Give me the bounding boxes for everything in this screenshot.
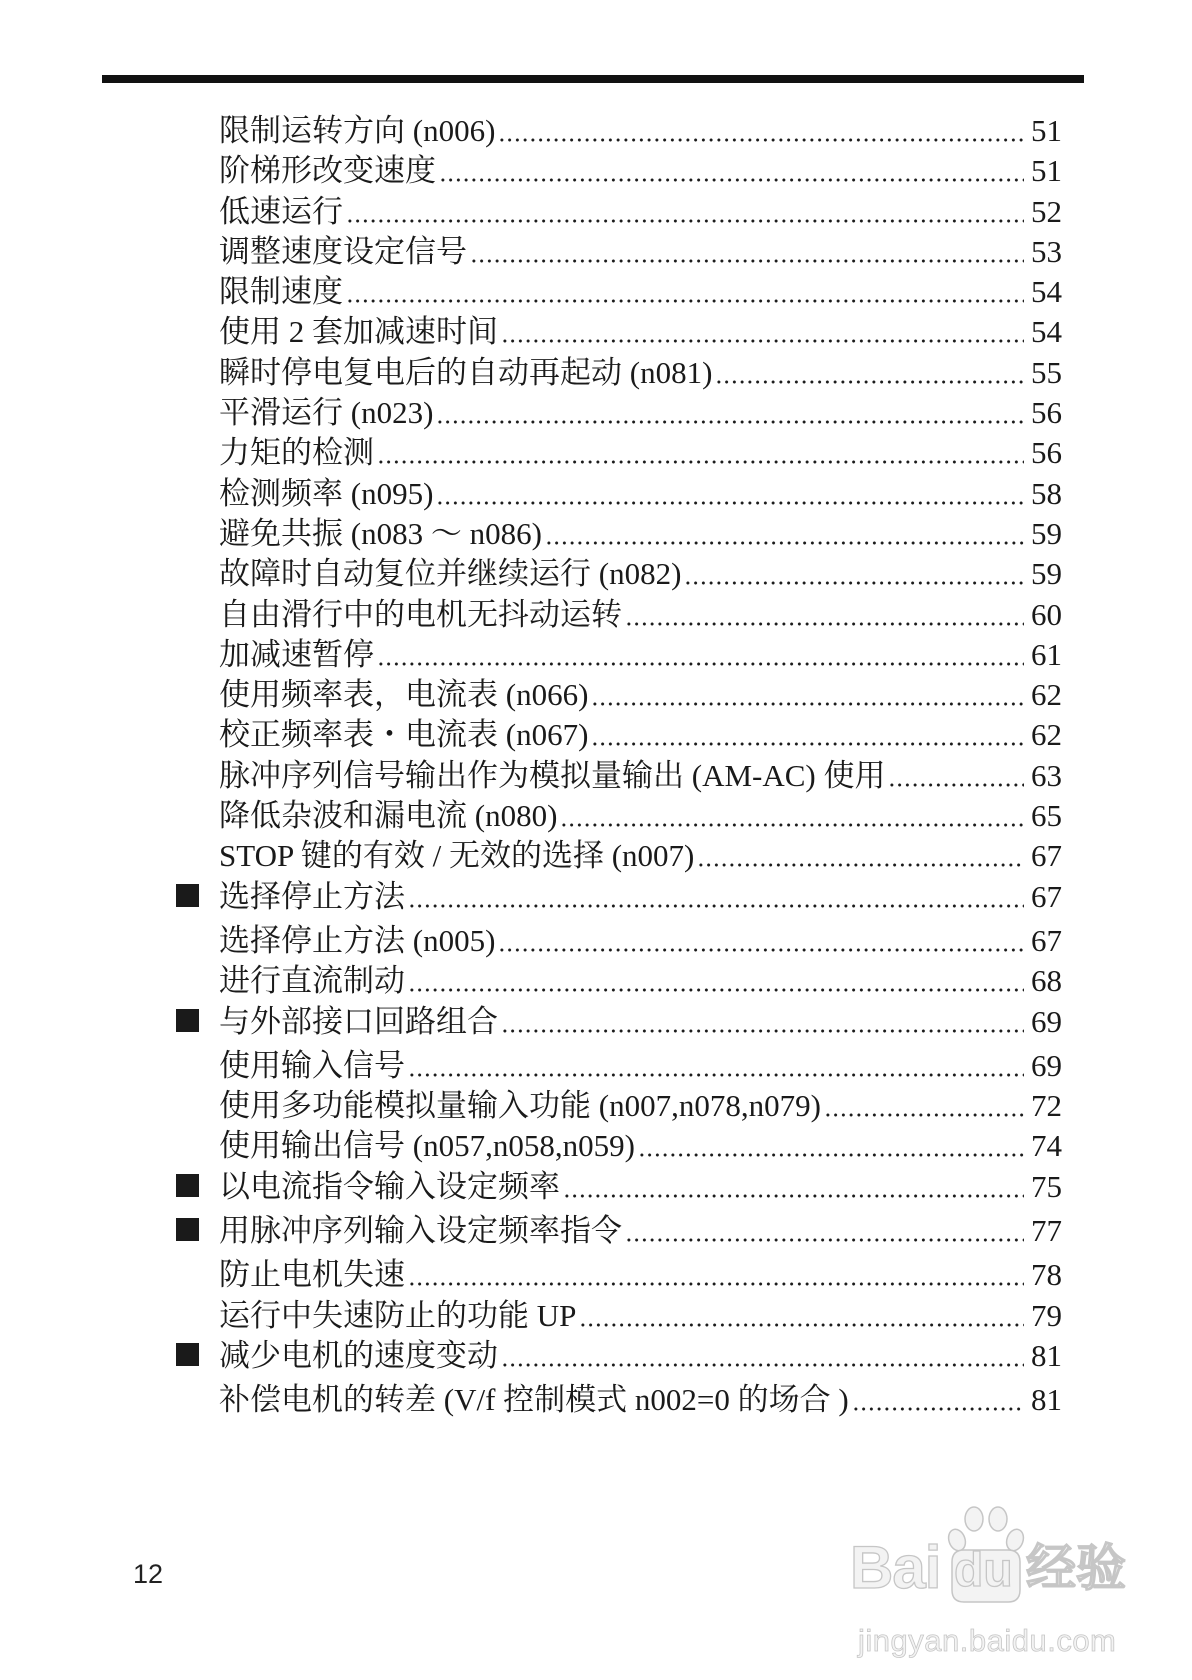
toc-entry-title: 故障时自动复位并继续运行 (n082) — [219, 556, 682, 592]
toc-entry-title: 与外部接口回路组合 — [219, 1003, 498, 1039]
toc-entry-title: 用脉冲序列输入设定频率指令 — [219, 1213, 622, 1249]
toc-section-entry — [176, 1167, 1062, 1207]
toc-entry — [219, 756, 1062, 796]
section-bullet-icon: ■ — [176, 1008, 199, 1032]
dot-leader — [501, 1002, 1024, 1042]
toc-entry-page-number: 65 — [1031, 798, 1062, 834]
dot-leader — [498, 111, 1024, 151]
toc-entry-page-number: 59 — [1031, 515, 1062, 551]
toc-section-entry — [176, 1002, 1062, 1042]
baidu-jingyan-watermark — [850, 1500, 1140, 1665]
dot-leader — [498, 921, 1024, 961]
toc-entry-page-number: 51 — [1031, 113, 1062, 148]
toc-entry-page-number: 81 — [1031, 1337, 1062, 1373]
dot-leader — [697, 836, 1024, 876]
toc-entry-page-number: 81 — [1031, 1382, 1062, 1418]
toc-entry-page-number: 79 — [1031, 1297, 1062, 1333]
toc-entry-title: 使用输入信号 — [219, 1047, 405, 1083]
dot-leader — [346, 192, 1024, 232]
dot-leader — [684, 554, 1024, 594]
toc-entry-title: 降低杂波和漏电流 (n080) — [219, 798, 558, 834]
dot-leader — [377, 433, 1024, 473]
dot-leader — [377, 635, 1024, 675]
toc-entry — [219, 312, 1062, 352]
toc-entry-title: 瞬时停电复电后的自动再起动 (n081) — [219, 354, 713, 390]
toc-entry — [219, 353, 1062, 393]
section-bullet-icon: ■ — [176, 1218, 199, 1242]
toc-entry-page-number: 56 — [1031, 395, 1062, 431]
toc-entry-page-number: 54 — [1031, 314, 1062, 350]
toc-entry — [219, 514, 1062, 554]
toc-entry-title: 补偿电机的转差 (V/f 控制模式 n002=0 的场合 ) — [219, 1382, 849, 1418]
watermark-product: 经验 — [1026, 1540, 1126, 1596]
section-bullet-icon: ■ — [176, 883, 199, 907]
dot-leader — [408, 961, 1024, 1001]
dot-leader — [436, 474, 1024, 514]
toc-entry-page-number: 52 — [1031, 193, 1062, 229]
dot-leader — [408, 877, 1024, 917]
toc-entry-title: 使用频率表，电流表 (n066) — [219, 677, 589, 713]
dot-leader — [439, 151, 1024, 191]
toc-entry-page-number: 58 — [1031, 475, 1062, 511]
dot-leader — [715, 353, 1024, 393]
dot-leader — [625, 595, 1024, 635]
toc-section-entry — [176, 877, 1062, 917]
toc-entry-title: 阶梯形改变速度 — [219, 153, 436, 189]
dot-leader — [591, 715, 1024, 755]
toc-entry-page-number: 59 — [1031, 556, 1062, 592]
toc-entry-page-number: 63 — [1031, 757, 1062, 793]
toc-entry — [219, 232, 1062, 272]
dot-leader — [579, 1296, 1024, 1336]
toc-entry-page-number: 54 — [1031, 274, 1062, 310]
toc-entry-page-number: 61 — [1031, 636, 1062, 672]
toc-entry — [219, 715, 1062, 755]
dot-leader — [470, 232, 1024, 272]
toc-entry-page-number: 69 — [1031, 1047, 1062, 1083]
toc-entry-title: 以电流指令输入设定频率 — [219, 1168, 560, 1204]
toc-entry — [219, 192, 1062, 232]
toc-entry-page-number: 62 — [1031, 717, 1062, 753]
toc-entry — [219, 675, 1062, 715]
toc-entry — [219, 635, 1062, 675]
dot-leader — [408, 1255, 1024, 1295]
toc-entry-title: 避免共振 (n083 ～ n086) — [219, 515, 542, 551]
dot-leader — [591, 675, 1024, 715]
top-rule — [102, 75, 1084, 83]
toc-entry — [219, 1086, 1062, 1126]
toc-entry-page-number: 53 — [1031, 233, 1062, 269]
dot-leader — [888, 756, 1024, 796]
toc-entry-title: 加减速暂停 — [219, 636, 374, 672]
toc-entry-title: 防止电机失速 — [219, 1257, 405, 1293]
toc-entry-page-number: 75 — [1031, 1168, 1062, 1204]
toc-section-entry — [176, 1211, 1062, 1251]
toc-entry-title: STOP 键的有效 / 无效的选择 (n007) — [219, 838, 695, 874]
toc-entry — [219, 595, 1062, 635]
toc-entry-page-number: 67 — [1031, 922, 1062, 958]
toc-entry-title: 运行中失速防止的功能 UP — [219, 1297, 577, 1333]
watermark-url: jingyan.baidu.com — [858, 1623, 1117, 1658]
dot-leader — [625, 1211, 1024, 1251]
toc-entry — [219, 1380, 1062, 1420]
dot-leader — [436, 393, 1024, 433]
toc-entry-page-number: 60 — [1031, 596, 1062, 632]
toc-entry-title: 平滑运行 (n023) — [219, 395, 434, 431]
toc-list — [176, 111, 1062, 1421]
toc-entry-title: 选择停止方法 — [219, 878, 405, 914]
dot-leader — [824, 1086, 1024, 1126]
toc-entry-page-number: 74 — [1031, 1128, 1062, 1164]
toc-entry — [219, 151, 1062, 191]
toc-entry — [219, 272, 1062, 312]
section-bullet-icon: ■ — [176, 1173, 199, 1197]
toc-entry-page-number: 67 — [1031, 838, 1062, 874]
toc-entry — [219, 393, 1062, 433]
toc-entry — [219, 111, 1062, 151]
toc-entry-title: 低速运行 — [219, 193, 343, 229]
dot-leader — [638, 1126, 1024, 1166]
dot-leader — [560, 796, 1024, 836]
toc-entry-title: 脉冲序列信号输出作为模拟量输出 (AM-AC) 使用 — [219, 757, 886, 793]
watermark-brand-du: du — [954, 1544, 1013, 1597]
dot-leader — [346, 272, 1024, 312]
dot-leader — [563, 1167, 1024, 1207]
toc-entry — [219, 433, 1062, 473]
toc-entry-title: 使用输出信号 (n057,n058,n059) — [219, 1128, 635, 1164]
toc-entry — [219, 1046, 1062, 1086]
section-bullet-icon: ■ — [176, 1342, 199, 1366]
dot-leader — [501, 1336, 1024, 1376]
toc-entry-title: 选择停止方法 (n005) — [219, 922, 496, 958]
toc-entry-title: 自由滑行中的电机无抖动运转 — [219, 596, 622, 632]
toc-entry-page-number: 56 — [1031, 435, 1062, 471]
toc-entry — [219, 1126, 1062, 1166]
toc-entry — [219, 796, 1062, 836]
toc-entry — [219, 961, 1062, 1001]
toc-entry-title: 检测频率 (n095) — [219, 475, 434, 511]
toc-entry-page-number: 78 — [1031, 1257, 1062, 1293]
toc-entry-page-number: 67 — [1031, 878, 1062, 914]
watermark-brand-bai: Bai — [850, 1534, 941, 1601]
toc-entry-title: 进行直流制动 — [219, 963, 405, 999]
toc-entry-page-number: 68 — [1031, 963, 1062, 999]
toc-entry-title: 使用多功能模拟量输入功能 (n007,n078,n079) — [219, 1088, 821, 1124]
page-number: 12 — [133, 1559, 164, 1589]
toc-entry — [219, 554, 1062, 594]
toc-entry — [219, 836, 1062, 876]
toc-entry — [219, 474, 1062, 514]
toc-entry — [219, 1296, 1062, 1336]
toc-entry-title: 调整速度设定信号 — [219, 233, 467, 269]
toc-entry — [219, 921, 1062, 961]
toc-entry-page-number: 62 — [1031, 677, 1062, 713]
toc-section-entry — [176, 1336, 1062, 1376]
dot-leader — [408, 1046, 1024, 1086]
dot-leader — [501, 312, 1024, 352]
toc-entry-title: 力矩的检测 — [219, 435, 374, 471]
toc-entry-page-number: 72 — [1031, 1088, 1062, 1124]
toc-entry-title: 使用 2 套加减速时间 — [219, 314, 498, 350]
toc-entry-page-number: 55 — [1031, 354, 1062, 390]
toc-entry-title: 校正频率表・电流表 (n067) — [219, 717, 589, 753]
toc-entry-title: 限制速度 — [219, 274, 343, 310]
toc-entry-title: 限制运转方向 (n006) — [219, 113, 496, 148]
toc-entry-page-number: 51 — [1031, 153, 1062, 189]
dot-leader — [852, 1380, 1024, 1420]
toc-entry — [219, 1255, 1062, 1295]
toc-entry-page-number: 77 — [1031, 1213, 1062, 1249]
dot-leader — [545, 514, 1024, 554]
toc-entry-page-number: 69 — [1031, 1003, 1062, 1039]
toc-entry-title: 减少电机的速度变动 — [219, 1337, 498, 1373]
